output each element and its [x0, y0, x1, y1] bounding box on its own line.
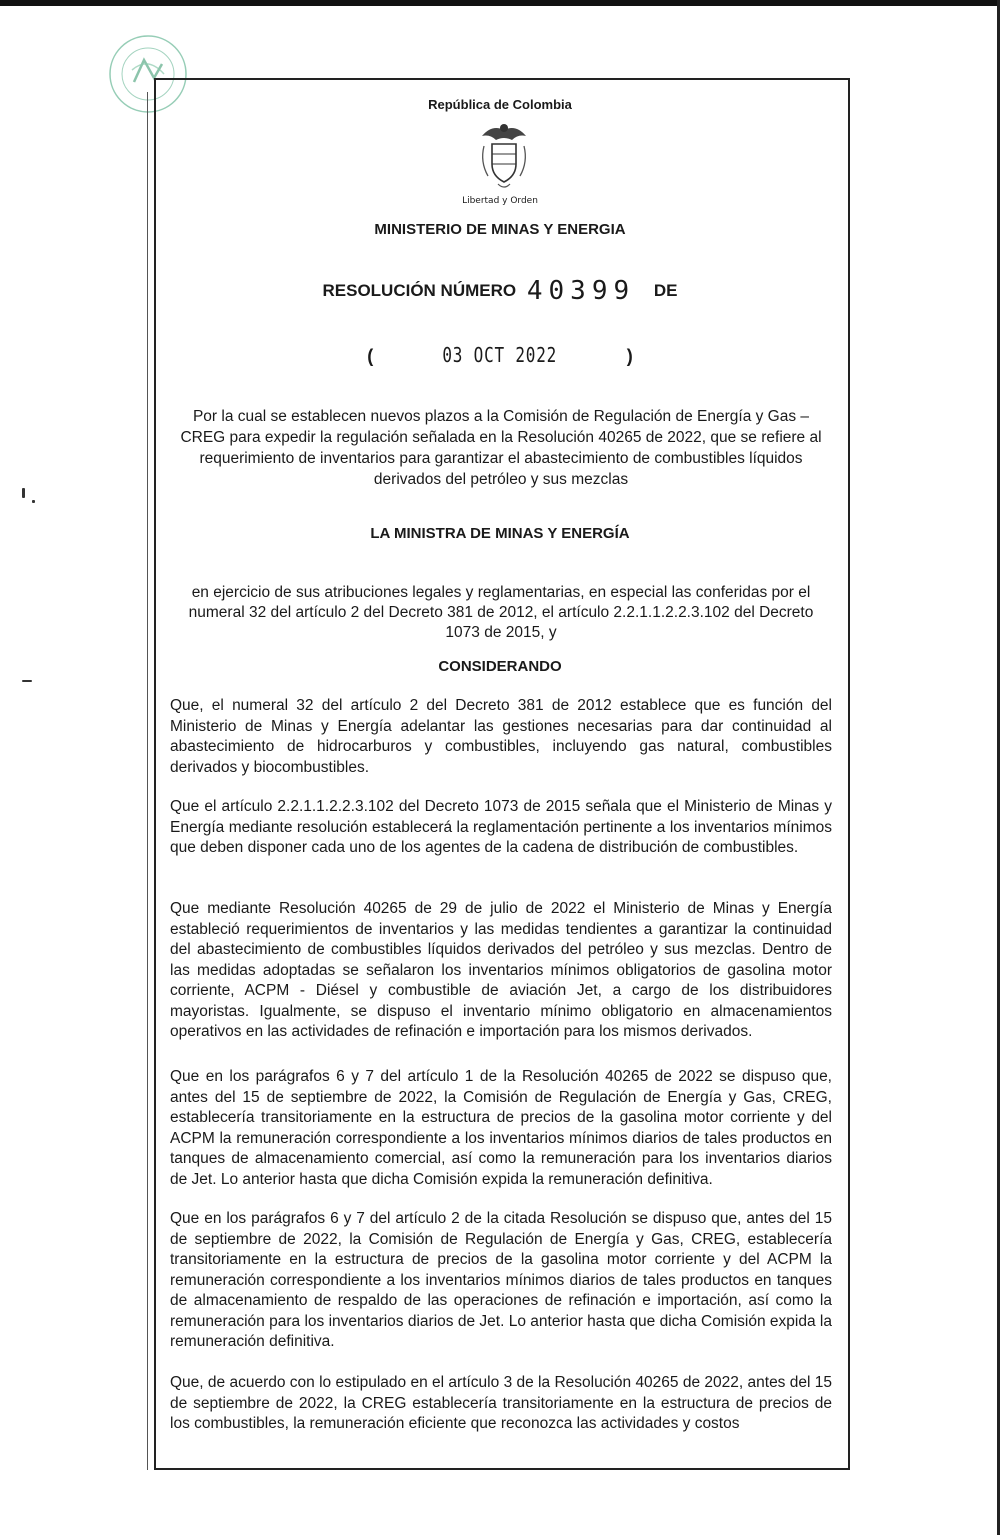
resolution-date: 03 OCT 2022	[442, 343, 558, 367]
considering-heading: CONSIDERANDO	[438, 658, 562, 675]
considering-paragraph: Que en los parágrafos 6 y 7 del artículo 1 de la Resolución 40265 de 2022 se dispuso que, antes del 15 de septiembre de 2022, la Comisión de Regulación de Energía y Gas, CREG, establecería transitoriamente en la estructura de precios de la gasolina motor corriente y del ACPM la remuneración correspondiente a los inventarios mínimos diarios de tales productos en tanques de almacenamiento comercial, así como la remuneración para los inventarios diarios de Jet. Lo anterior hasta que dicha Comisión expida la remuneración definitiva.	[170, 1068, 832, 1188]
date-open-paren: (	[367, 346, 374, 366]
scan-edge	[0, 0, 1000, 6]
country-name: República de Colombia	[428, 97, 572, 112]
resolution-number: 40399	[526, 276, 636, 306]
motto: Libertad y Orden	[462, 196, 538, 206]
scan-speck	[32, 500, 35, 503]
legal-powers: en ejercicio de sus atribuciones legales y reglamentarias, en especial las conferidas por el numeral 32 del artículo 2 del Decreto 381 de 2012, el artículo 2.2.1.1.2.2.3.102 del Decreto 1073 de 2015, y	[188, 584, 814, 641]
resolution-de: DE	[653, 281, 678, 300]
resolution-label: RESOLUCIÓN NÚMERO	[322, 281, 517, 300]
considering-paragraph: Que mediante Resolución 40265 de 29 de julio de 2022 el Ministerio de Minas y Energía estableció requerimientos de inventarios y las medidas tendientes a garantizar la continuidad del abastecimiento de combustibles líquidos derivados del petróleo y sus mezclas. Dentro de las medidas adoptadas se señalaron los inventarios mínimos obligatorios de gasolina motor corriente, ACPM - Diésel y combustible de aviación Jet, a cargo de los distribuidores mayoristas. Igualmente, se dispuso el inventario mínimo obligatorio en almacenamientos operativos en las actividades de refinación e importación para los mismos derivados.	[170, 900, 832, 1040]
ministry-name: MINISTERIO DE MINAS Y ENERGIA	[374, 221, 626, 238]
considering-paragraph: Que en los parágrafos 6 y 7 del artículo 2 de la citada Resolución se dispuso que, antes del 15 de septiembre de 2022, la Comisión de Regulación de Energía y Gas, CREG, establecería transitoriamente en la estructura de precios de la gasolina motor corriente y del ACPM la remuneración correspondiente a los inventarios mínimos diarios de tales productos en tanques de almacenamiento de respaldo de las operaciones de refinación e importación, así como la remuneración para los inventarios diarios de Jet. Lo anterior hasta que dicha Comisión expida la remuneración definitiva.	[170, 1210, 832, 1350]
scan-speck	[22, 680, 32, 682]
date-close-paren: )	[626, 346, 633, 366]
considering-paragraph: Que, el numeral 32 del artículo 2 del Decreto 381 de 2012 establece que es función del Ministerio de Minas y Energía adelantar las gestiones necesarias para dar continuidad al abastecimiento de hidrocarburos y combustibles, incluyendo gas natural, combustibles derivados y biocombustibles.	[170, 697, 832, 776]
resolution-date-line	[0, 343, 1000, 367]
authority-heading: LA MINISTRA DE MINAS Y ENERGÍA	[370, 525, 630, 542]
considering-paragraph: Que, de acuerdo con lo estipulado en el artículo 3 de la Resolución 40265 de 2022, antes del 15 de septiembre de 2022, la CREG establecería transitoriamente en la estructura de precios de los combustibles, la remuneración eficiente que reconozca las actividades y costos	[170, 1374, 832, 1432]
resolution-subject: Por la cual se establecen nuevos plazos a la Comisión de Regulación de Energía y Gas – CREG para expedir la regulación señalada en la Resolución 40265 de 2022, que se refiere al requerimiento de inventarios para garantizar el abastecimiento de combustibles líquidos derivados del petróleo y sus mezclas	[180, 408, 822, 488]
coat-of-arms-icon	[474, 118, 534, 194]
resolution-line	[0, 276, 1000, 306]
considering-paragraph: Que el artículo 2.2.1.1.2.2.3.102 del Decreto 1073 de 2015 señala que el Ministerio de Minas y Energía mediante resolución establecerá la reglamentación pertinente a los inventarios mínimos que deben disponer cada uno de los agentes de la cadena de distribución de combustibles.	[170, 798, 832, 856]
scan-speck	[22, 488, 25, 498]
